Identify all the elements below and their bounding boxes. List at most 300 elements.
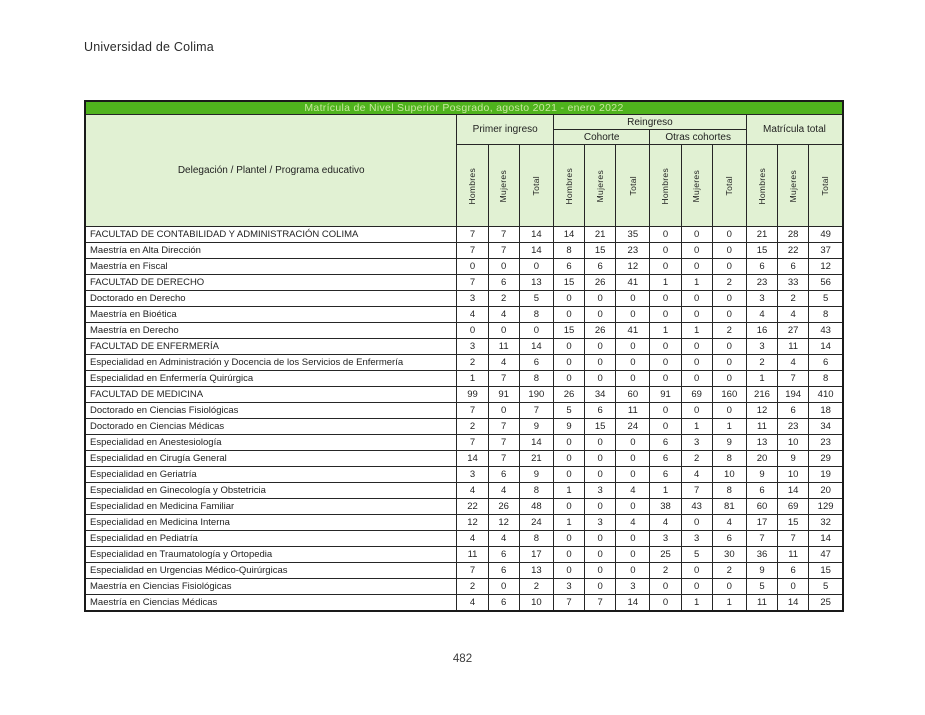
value-cell: 9 — [746, 467, 777, 483]
value-cell: 0 — [585, 547, 616, 563]
value-cell: 9 — [778, 451, 809, 467]
value-cell: 0 — [616, 531, 650, 547]
value-cell: 2 — [488, 291, 519, 307]
table-row — [85, 547, 843, 563]
value-cell: 25 — [809, 595, 843, 612]
value-cell: 6 — [585, 259, 616, 275]
value-cell: 0 — [712, 259, 746, 275]
value-cell: 7 — [488, 419, 519, 435]
value-cell: 4 — [650, 515, 681, 531]
table-row — [85, 371, 843, 387]
value-cell: 0 — [681, 291, 712, 307]
value-cell: 11 — [457, 547, 488, 563]
value-cell: 15 — [585, 243, 616, 259]
value-cell: 5 — [519, 291, 553, 307]
table-row — [85, 467, 843, 483]
page-number: 482 — [452, 653, 473, 665]
value-cell: 10 — [712, 467, 746, 483]
value-cell: 0 — [681, 227, 712, 243]
program-label: Especialidad en Ginecología y Obstetricia — [85, 483, 457, 499]
value-cell: 12 — [616, 259, 650, 275]
sub-header-total: Total — [616, 145, 650, 227]
value-cell: 3 — [457, 339, 488, 355]
value-cell: 0 — [681, 259, 712, 275]
value-cell: 20 — [809, 483, 843, 499]
value-cell: 2 — [681, 451, 712, 467]
value-cell: 9 — [712, 435, 746, 451]
first-column-header: Delegación / Plantel / Programa educativo — [85, 115, 457, 227]
value-cell: 4 — [778, 307, 809, 323]
value-cell: 7 — [519, 403, 553, 419]
value-cell: 7 — [457, 275, 488, 291]
group-header-reingreso: Reingreso — [553, 115, 746, 130]
value-cell: 0 — [553, 467, 584, 483]
value-cell: 8 — [519, 307, 553, 323]
value-cell: 0 — [585, 579, 616, 595]
value-cell: 7 — [457, 403, 488, 419]
group-header-primer-ingreso: Primer ingreso — [457, 115, 553, 145]
value-cell: 26 — [585, 323, 616, 339]
value-cell: 0 — [681, 355, 712, 371]
value-cell: 26 — [585, 275, 616, 291]
value-cell: 2 — [457, 579, 488, 595]
value-cell: 2 — [712, 563, 746, 579]
value-cell: 0 — [650, 579, 681, 595]
value-cell: 6 — [778, 403, 809, 419]
value-cell: 8 — [712, 451, 746, 467]
value-cell: 4 — [457, 483, 488, 499]
value-cell: 0 — [616, 355, 650, 371]
table-row — [85, 387, 843, 403]
table-row — [85, 291, 843, 307]
value-cell: 0 — [585, 451, 616, 467]
value-cell: 0 — [650, 355, 681, 371]
value-cell: 5 — [809, 291, 843, 307]
value-cell: 14 — [519, 243, 553, 259]
value-cell: 129 — [809, 499, 843, 515]
value-cell: 41 — [616, 323, 650, 339]
table-row — [85, 227, 843, 243]
value-cell: 0 — [519, 259, 553, 275]
value-cell: 0 — [650, 243, 681, 259]
value-cell: 48 — [519, 499, 553, 515]
value-cell: 0 — [457, 323, 488, 339]
value-cell: 7 — [488, 435, 519, 451]
table-row — [85, 483, 843, 499]
value-cell: 0 — [650, 339, 681, 355]
value-cell: 7 — [457, 227, 488, 243]
value-cell: 14 — [616, 595, 650, 612]
sub-header-mujeres: Mujeres — [778, 145, 809, 227]
value-cell: 7 — [778, 531, 809, 547]
value-cell: 3 — [457, 467, 488, 483]
value-cell: 32 — [809, 515, 843, 531]
value-cell: 7 — [488, 371, 519, 387]
value-cell: 0 — [553, 355, 584, 371]
value-cell: 7 — [457, 435, 488, 451]
value-cell: 7 — [553, 595, 584, 612]
value-cell: 8 — [519, 371, 553, 387]
value-cell: 24 — [519, 515, 553, 531]
value-cell: 0 — [616, 339, 650, 355]
value-cell: 11 — [746, 595, 777, 612]
value-cell: 0 — [650, 307, 681, 323]
value-cell: 7 — [746, 531, 777, 547]
value-cell: 0 — [650, 595, 681, 612]
value-cell: 5 — [746, 579, 777, 595]
value-cell: 3 — [457, 291, 488, 307]
value-cell: 0 — [553, 563, 584, 579]
value-cell: 2 — [712, 323, 746, 339]
value-cell: 2 — [650, 563, 681, 579]
value-cell: 11 — [746, 419, 777, 435]
table-row — [85, 275, 843, 291]
value-cell: 30 — [712, 547, 746, 563]
value-cell: 7 — [585, 595, 616, 612]
value-cell: 17 — [746, 515, 777, 531]
value-cell: 6 — [488, 547, 519, 563]
value-cell: 0 — [585, 339, 616, 355]
value-cell: 2 — [457, 419, 488, 435]
value-cell: 0 — [585, 499, 616, 515]
value-cell: 28 — [778, 227, 809, 243]
value-cell: 0 — [585, 307, 616, 323]
program-label: Doctorado en Ciencias Médicas — [85, 419, 457, 435]
value-cell: 9 — [519, 419, 553, 435]
program-label: Maestría en Alta Dirección — [85, 243, 457, 259]
value-cell: 14 — [519, 339, 553, 355]
table-row — [85, 515, 843, 531]
value-cell: 91 — [650, 387, 681, 403]
value-cell: 11 — [778, 547, 809, 563]
value-cell: 1 — [681, 595, 712, 612]
value-cell: 1 — [681, 419, 712, 435]
value-cell: 194 — [778, 387, 809, 403]
value-cell: 23 — [778, 419, 809, 435]
value-cell: 19 — [809, 467, 843, 483]
value-cell: 0 — [616, 563, 650, 579]
value-cell: 1 — [650, 275, 681, 291]
value-cell: 6 — [650, 467, 681, 483]
value-cell: 60 — [746, 499, 777, 515]
value-cell: 4 — [746, 307, 777, 323]
value-cell: 0 — [616, 307, 650, 323]
value-cell: 0 — [712, 243, 746, 259]
value-cell: 2 — [712, 275, 746, 291]
program-label: Especialidad en Urgencias Médico-Quirúrgicas — [85, 563, 457, 579]
value-cell: 3 — [616, 579, 650, 595]
value-cell: 6 — [488, 563, 519, 579]
value-cell: 1 — [457, 371, 488, 387]
value-cell: 0 — [616, 371, 650, 387]
value-cell: 16 — [746, 323, 777, 339]
value-cell: 13 — [746, 435, 777, 451]
table-row — [85, 355, 843, 371]
value-cell: 2 — [746, 355, 777, 371]
value-cell: 0 — [488, 579, 519, 595]
value-cell: 1 — [650, 483, 681, 499]
group-header-matricula-total: Matrícula total — [746, 115, 843, 145]
value-cell: 20 — [746, 451, 777, 467]
value-cell: 15 — [809, 563, 843, 579]
value-cell: 6 — [553, 259, 584, 275]
value-cell: 99 — [457, 387, 488, 403]
value-cell: 0 — [585, 371, 616, 387]
program-label: Maestría en Ciencias Médicas — [85, 595, 457, 612]
value-cell: 12 — [809, 259, 843, 275]
value-cell: 43 — [809, 323, 843, 339]
table-row — [85, 579, 843, 595]
program-label: Especialidad en Pediatría — [85, 531, 457, 547]
value-cell: 8 — [712, 483, 746, 499]
value-cell: 6 — [809, 355, 843, 371]
value-cell: 0 — [712, 371, 746, 387]
value-cell: 4 — [681, 467, 712, 483]
value-cell: 33 — [778, 275, 809, 291]
value-cell: 17 — [519, 547, 553, 563]
value-cell: 43 — [681, 499, 712, 515]
value-cell: 60 — [616, 387, 650, 403]
value-cell: 5 — [681, 547, 712, 563]
value-cell: 1 — [712, 419, 746, 435]
value-cell: 10 — [519, 595, 553, 612]
value-cell: 13 — [519, 275, 553, 291]
value-cell: 7 — [488, 243, 519, 259]
value-cell: 3 — [585, 483, 616, 499]
value-cell: 1 — [553, 483, 584, 499]
table-row — [85, 419, 843, 435]
value-cell: 10 — [778, 467, 809, 483]
value-cell: 0 — [681, 403, 712, 419]
value-cell: 0 — [650, 259, 681, 275]
value-cell: 0 — [778, 579, 809, 595]
value-cell: 216 — [746, 387, 777, 403]
value-cell: 21 — [519, 451, 553, 467]
value-cell: 4 — [488, 483, 519, 499]
value-cell: 18 — [809, 403, 843, 419]
value-cell: 6 — [778, 563, 809, 579]
value-cell: 0 — [681, 563, 712, 579]
value-cell: 0 — [553, 435, 584, 451]
value-cell: 3 — [681, 435, 712, 451]
sub-header-hombres: Hombres — [457, 145, 488, 227]
value-cell: 0 — [553, 499, 584, 515]
value-cell: 0 — [681, 307, 712, 323]
value-cell: 0 — [616, 547, 650, 563]
value-cell: 13 — [519, 563, 553, 579]
program-label: Especialidad en Administración y Docencia de los Servicios de Enfermería — [85, 355, 457, 371]
table-title: Matrícula de Nivel Superior Posgrado, agosto 2021 - enero 2022 — [85, 101, 843, 115]
value-cell: 5 — [553, 403, 584, 419]
value-cell: 2 — [519, 579, 553, 595]
value-cell: 0 — [712, 579, 746, 595]
value-cell: 410 — [809, 387, 843, 403]
value-cell: 14 — [778, 483, 809, 499]
value-cell: 36 — [746, 547, 777, 563]
value-cell: 8 — [809, 307, 843, 323]
value-cell: 0 — [488, 403, 519, 419]
program-label: Doctorado en Derecho — [85, 291, 457, 307]
value-cell: 15 — [585, 419, 616, 435]
value-cell: 4 — [488, 355, 519, 371]
value-cell: 2 — [778, 291, 809, 307]
value-cell: 0 — [553, 547, 584, 563]
program-label: Especialidad en Enfermería Quirúrgica — [85, 371, 457, 387]
program-label: Doctorado en Ciencias Fisiológicas — [85, 403, 457, 419]
value-cell: 4 — [488, 531, 519, 547]
value-cell: 6 — [519, 355, 553, 371]
value-cell: 0 — [553, 371, 584, 387]
value-cell: 24 — [616, 419, 650, 435]
value-cell: 6 — [746, 259, 777, 275]
value-cell: 9 — [553, 419, 584, 435]
value-cell: 0 — [650, 291, 681, 307]
document-header: Universidad de Colima — [84, 40, 214, 54]
value-cell: 4 — [616, 515, 650, 531]
group-header-row-1 — [85, 115, 843, 130]
value-cell: 27 — [778, 323, 809, 339]
value-cell: 15 — [553, 323, 584, 339]
table-row — [85, 531, 843, 547]
value-cell: 0 — [616, 435, 650, 451]
program-label: FACULTAD DE CONTABILIDAD Y ADMINISTRACIÓN COLIMA — [85, 227, 457, 243]
value-cell: 1 — [553, 515, 584, 531]
value-cell: 14 — [457, 451, 488, 467]
table-row — [85, 451, 843, 467]
value-cell: 12 — [746, 403, 777, 419]
value-cell: 12 — [488, 515, 519, 531]
value-cell: 11 — [488, 339, 519, 355]
value-cell: 15 — [553, 275, 584, 291]
value-cell: 6 — [650, 435, 681, 451]
sub-header-total: Total — [809, 145, 843, 227]
value-cell: 23 — [746, 275, 777, 291]
value-cell: 49 — [809, 227, 843, 243]
value-cell: 0 — [681, 339, 712, 355]
table-title-row — [85, 101, 843, 115]
table-row — [85, 323, 843, 339]
group-header-cohorte: Cohorte — [553, 130, 649, 145]
table-row — [85, 259, 843, 275]
value-cell: 8 — [519, 531, 553, 547]
value-cell: 25 — [650, 547, 681, 563]
program-label: Especialidad en Geriatría — [85, 467, 457, 483]
program-label: Maestría en Bioética — [85, 307, 457, 323]
value-cell: 4 — [616, 483, 650, 499]
value-cell: 0 — [553, 451, 584, 467]
value-cell: 15 — [746, 243, 777, 259]
value-cell: 4 — [457, 595, 488, 612]
program-label: FACULTAD DE ENFERMERÍA — [85, 339, 457, 355]
table-row — [85, 243, 843, 259]
value-cell: 8 — [809, 371, 843, 387]
program-label: Especialidad en Anestesiología — [85, 435, 457, 451]
sub-header-total: Total — [519, 145, 553, 227]
value-cell: 6 — [488, 595, 519, 612]
value-cell: 7 — [488, 451, 519, 467]
value-cell: 0 — [681, 515, 712, 531]
value-cell: 14 — [519, 227, 553, 243]
table-row — [85, 595, 843, 612]
value-cell: 8 — [553, 243, 584, 259]
value-cell: 14 — [778, 595, 809, 612]
value-cell: 0 — [616, 499, 650, 515]
value-cell: 4 — [457, 531, 488, 547]
table-row — [85, 339, 843, 355]
value-cell: 11 — [778, 339, 809, 355]
value-cell: 23 — [616, 243, 650, 259]
program-label: Maestría en Derecho — [85, 323, 457, 339]
value-cell: 0 — [616, 467, 650, 483]
value-cell: 0 — [650, 403, 681, 419]
value-cell: 0 — [585, 531, 616, 547]
value-cell: 14 — [519, 435, 553, 451]
value-cell: 8 — [519, 483, 553, 499]
value-cell: 6 — [488, 467, 519, 483]
value-cell: 26 — [553, 387, 584, 403]
value-cell: 3 — [553, 579, 584, 595]
value-cell: 6 — [712, 531, 746, 547]
value-cell: 0 — [681, 243, 712, 259]
value-cell: 7 — [681, 483, 712, 499]
value-cell: 0 — [712, 339, 746, 355]
value-cell: 0 — [488, 323, 519, 339]
value-cell: 4 — [457, 307, 488, 323]
value-cell: 0 — [585, 435, 616, 451]
value-cell: 14 — [553, 227, 584, 243]
value-cell: 0 — [712, 307, 746, 323]
program-label: Maestría en Ciencias Fisiológicas — [85, 579, 457, 595]
value-cell: 0 — [585, 467, 616, 483]
value-cell: 0 — [681, 579, 712, 595]
value-cell: 0 — [553, 291, 584, 307]
value-cell: 22 — [778, 243, 809, 259]
value-cell: 0 — [585, 563, 616, 579]
value-cell: 21 — [746, 227, 777, 243]
value-cell: 1 — [681, 323, 712, 339]
value-cell: 0 — [519, 323, 553, 339]
value-cell: 6 — [585, 403, 616, 419]
value-cell: 34 — [585, 387, 616, 403]
value-cell: 3 — [650, 531, 681, 547]
sub-header-hombres: Hombres — [553, 145, 584, 227]
value-cell: 1 — [650, 323, 681, 339]
value-cell: 0 — [616, 291, 650, 307]
value-cell: 81 — [712, 499, 746, 515]
value-cell: 1 — [712, 595, 746, 612]
value-cell: 0 — [585, 291, 616, 307]
value-cell: 7 — [488, 227, 519, 243]
enrollment-table — [84, 100, 844, 612]
value-cell: 0 — [585, 355, 616, 371]
sub-header-mujeres: Mujeres — [488, 145, 519, 227]
value-cell: 0 — [650, 227, 681, 243]
value-cell: 0 — [553, 307, 584, 323]
value-cell: 0 — [712, 403, 746, 419]
value-cell: 69 — [681, 387, 712, 403]
value-cell: 0 — [712, 355, 746, 371]
value-cell: 9 — [519, 467, 553, 483]
value-cell: 190 — [519, 387, 553, 403]
program-label: Especialidad en Traumatología y Ortopedia — [85, 547, 457, 563]
value-cell: 3 — [681, 531, 712, 547]
sub-header-hombres: Hombres — [650, 145, 681, 227]
value-cell: 4 — [778, 355, 809, 371]
value-cell: 6 — [488, 275, 519, 291]
value-cell: 37 — [809, 243, 843, 259]
value-cell: 34 — [809, 419, 843, 435]
value-cell: 0 — [457, 259, 488, 275]
